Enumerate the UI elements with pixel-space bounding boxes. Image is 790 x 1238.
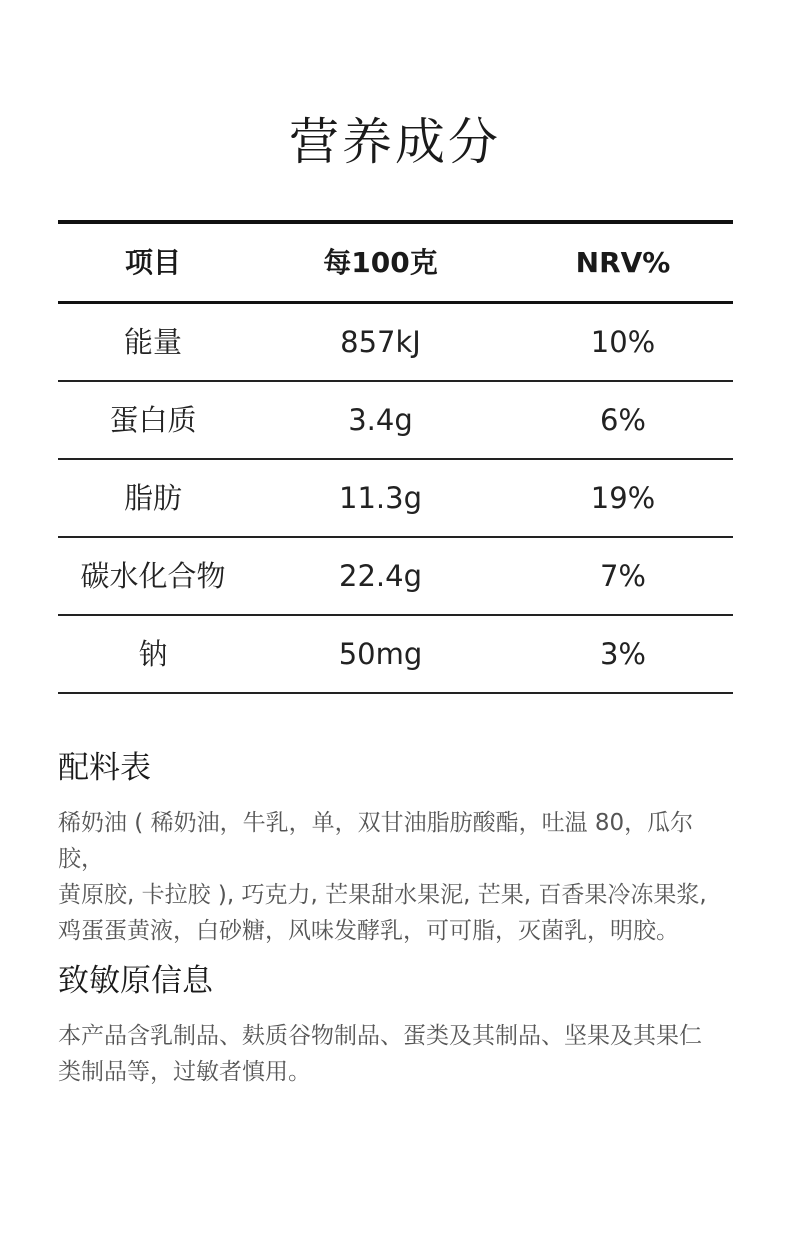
row-value: 857kJ bbox=[340, 325, 421, 359]
row-nrv: 3% bbox=[599, 637, 646, 671]
allergen-heading: 致敏原信息 bbox=[58, 963, 213, 999]
row-nrv: 10% bbox=[590, 325, 656, 359]
nutrition-table bbox=[58, 220, 733, 694]
header-item: 项目 bbox=[124, 245, 181, 279]
table-bottom-rule bbox=[58, 692, 733, 694]
allergen-line: 类制品等，过敏者慎用。 bbox=[58, 1059, 311, 1085]
row-nrv: 19% bbox=[590, 481, 656, 515]
table-header-row bbox=[58, 224, 733, 301]
row-value: 11.3g bbox=[339, 481, 422, 515]
table-row bbox=[58, 382, 733, 458]
table-row bbox=[58, 538, 733, 614]
row-item: 碳水化合物 bbox=[80, 559, 226, 593]
allergen-line: 本产品含乳制品、麸质谷物制品、蛋类及其制品、坚果及其果仁 bbox=[58, 1023, 702, 1049]
row-item: 能量 bbox=[123, 325, 182, 359]
table-row bbox=[58, 616, 733, 692]
row-item: 钠 bbox=[138, 637, 168, 671]
row-nrv: 7% bbox=[599, 559, 646, 593]
ingredients-line: 鸡蛋蛋黄液，白砂糖，风味发酵乳，可可脂，灭菌乳，明胶。 bbox=[58, 918, 679, 944]
page-title: 营养成分 bbox=[289, 113, 501, 171]
table-row bbox=[58, 304, 733, 380]
ingredients-line: 黄原胶, 卡拉胶 ), 巧克力, 芒果甜水果泥, 芒果, 百香果冷冻果浆, bbox=[58, 882, 707, 908]
header-nrv: NRV% bbox=[575, 245, 671, 279]
ingredients-line: 稀奶油 ( 稀奶油，牛乳，单，双甘油脂肪酸酯，吐温 80，瓜尔胶， bbox=[58, 810, 694, 872]
row-value: 50mg bbox=[338, 637, 423, 671]
table-row bbox=[58, 460, 733, 536]
header-per-100g: 每100克 bbox=[323, 245, 438, 279]
row-item: 脂肪 bbox=[123, 481, 182, 515]
row-value: 3.4g bbox=[348, 403, 413, 437]
allergen-text bbox=[58, 1018, 738, 1090]
ingredients-heading: 配料表 bbox=[58, 750, 151, 786]
row-nrv: 6% bbox=[599, 403, 646, 437]
row-value: 22.4g bbox=[339, 559, 422, 593]
row-item: 蛋白质 bbox=[109, 403, 197, 437]
ingredients-text bbox=[58, 805, 738, 949]
